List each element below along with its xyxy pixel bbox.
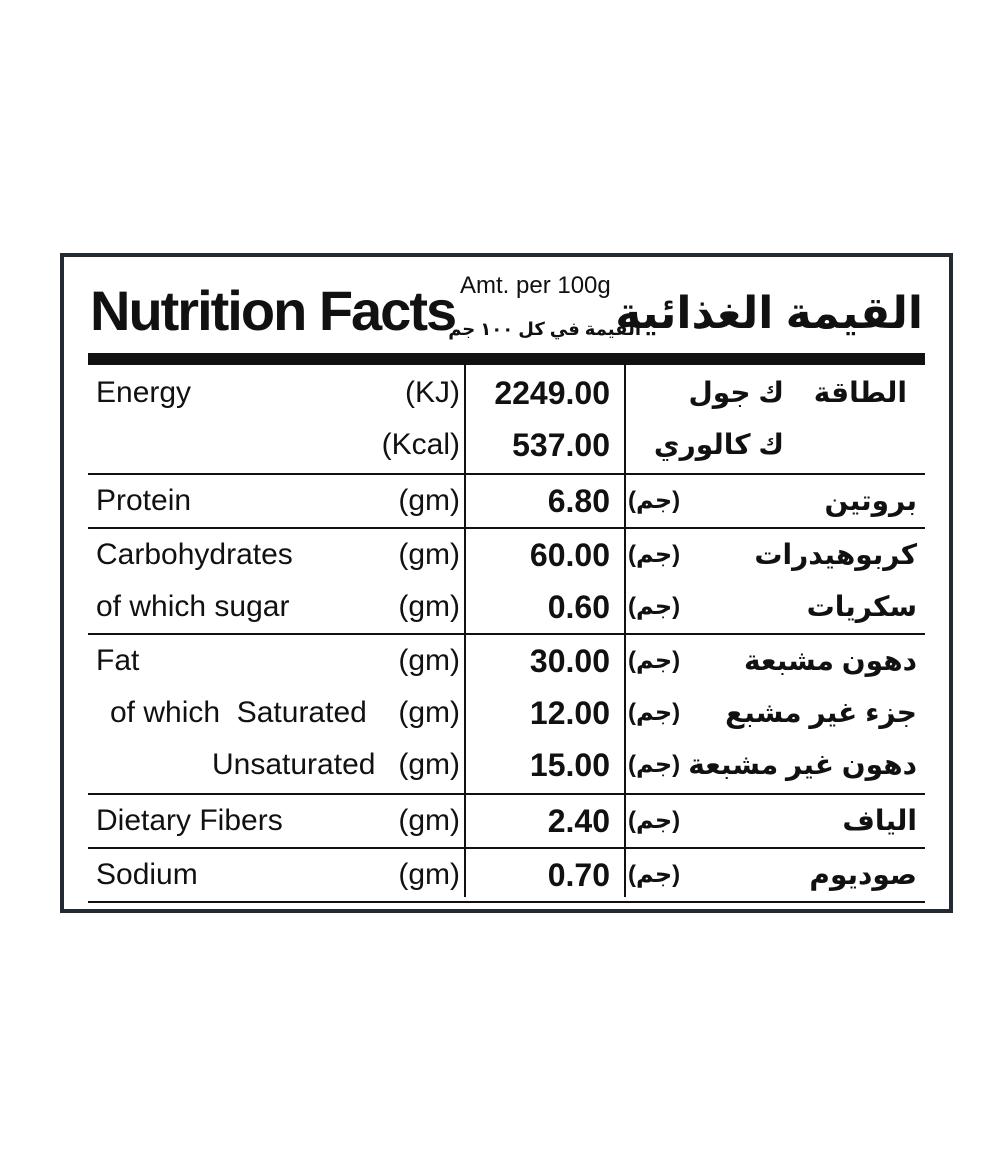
- sugar-label-arabic: سكريات: [806, 591, 917, 622]
- sodium-unit: (gm): [398, 858, 460, 891]
- protein-row: [88, 475, 925, 527]
- unsaturated-fat-label-arabic: دهون غير مشبعة: [688, 749, 917, 780]
- title-arabic: القيمة الغذائية: [615, 289, 923, 338]
- carbohydrates-row: [88, 529, 925, 581]
- energy-kj-unit-arabic: ك جول: [688, 377, 784, 408]
- protein-unit-arabic: (جم): [628, 487, 681, 514]
- fat-unit-arabic: (جم): [628, 647, 681, 674]
- fiber-label: Dietary Fibers: [96, 804, 283, 837]
- nutrition-facts-label: [60, 253, 953, 913]
- fat-label-arabic: دهون مشبعة: [743, 645, 917, 676]
- fat-label: Fat: [96, 644, 140, 677]
- energy-kcal-unit: (Kcal): [381, 428, 460, 461]
- carbohydrates-unit-arabic: (جم): [628, 541, 681, 568]
- header-divider: [88, 353, 925, 365]
- unsaturated-fat-row: [88, 739, 925, 791]
- protein-unit: (gm): [398, 484, 460, 517]
- sugar-unit: (gm): [398, 590, 460, 623]
- fiber-label-arabic: الياف: [842, 805, 917, 836]
- energy-label: Energy: [96, 376, 192, 409]
- energy-label-arabic: الطاقة: [813, 377, 907, 408]
- protein-label-arabic: بروتين: [824, 485, 917, 516]
- carbohydrates-unit: (gm): [398, 538, 460, 571]
- serving-basis-english: Amt. per 100g: [460, 272, 611, 299]
- fiber-value: 2.40: [547, 803, 610, 839]
- sodium-group: [88, 849, 925, 903]
- energy-kj-unit: (KJ): [405, 376, 460, 409]
- saturated-fat-label: of which Saturated: [110, 696, 367, 729]
- saturated-fat-row: [88, 687, 925, 739]
- fiber-unit-arabic: (جم): [628, 807, 681, 834]
- carbohydrates-label-arabic: كربوهيدرات: [754, 539, 917, 570]
- sodium-value: 0.70: [547, 857, 610, 893]
- label-header: [64, 257, 949, 353]
- sugar-unit-arabic: (جم): [628, 593, 681, 620]
- saturated-fat-label-arabic: جزء غير مشبع: [725, 697, 917, 728]
- carbohydrates-value: 60.00: [529, 537, 610, 573]
- unsaturated-fat-label: Unsaturated: [212, 748, 376, 781]
- sugar-row: [88, 581, 925, 633]
- energy-kcal-unit-arabic: ك كالوري: [653, 429, 784, 460]
- sodium-label: Sodium: [96, 858, 198, 891]
- saturated-fat-unit-arabic: (جم): [628, 699, 681, 726]
- fat-group: [88, 635, 925, 795]
- sodium-label-arabic: صوديوم: [809, 859, 917, 890]
- fiber-group: [88, 795, 925, 849]
- protein-group: [88, 475, 925, 529]
- saturated-fat-unit: (gm): [398, 696, 460, 729]
- carbohydrates-label: Carbohydrates: [96, 538, 293, 571]
- sugar-value: 0.60: [547, 589, 610, 625]
- energy-kcal-value: 537.00: [512, 427, 610, 463]
- fat-unit: (gm): [398, 644, 460, 677]
- energy-kcal-row: [88, 419, 925, 471]
- energy-kj-row: [88, 367, 925, 419]
- saturated-fat-value: 12.00: [529, 695, 610, 731]
- fiber-row: [88, 795, 925, 847]
- carbohydrates-group: [88, 529, 925, 635]
- sodium-unit-arabic: (جم): [628, 861, 681, 888]
- sugar-label: of which sugar: [96, 590, 290, 623]
- serving-basis-arabic: القيمة في كل ١٠٠ جم: [448, 319, 641, 339]
- unsaturated-fat-unit: (gm): [398, 748, 460, 781]
- title-english: Nutrition Facts: [90, 279, 456, 342]
- fat-value: 30.00: [529, 643, 610, 679]
- protein-value: 6.80: [547, 483, 610, 519]
- energy-kj-value: 2249.00: [494, 375, 610, 411]
- protein-label: Protein: [96, 484, 192, 517]
- energy-group: [88, 365, 925, 475]
- fiber-unit: (gm): [398, 804, 460, 837]
- unsaturated-fat-unit-arabic: (جم): [628, 751, 681, 778]
- sodium-row: [88, 849, 925, 901]
- unsaturated-fat-value: 15.00: [529, 747, 610, 783]
- fat-row: [88, 635, 925, 687]
